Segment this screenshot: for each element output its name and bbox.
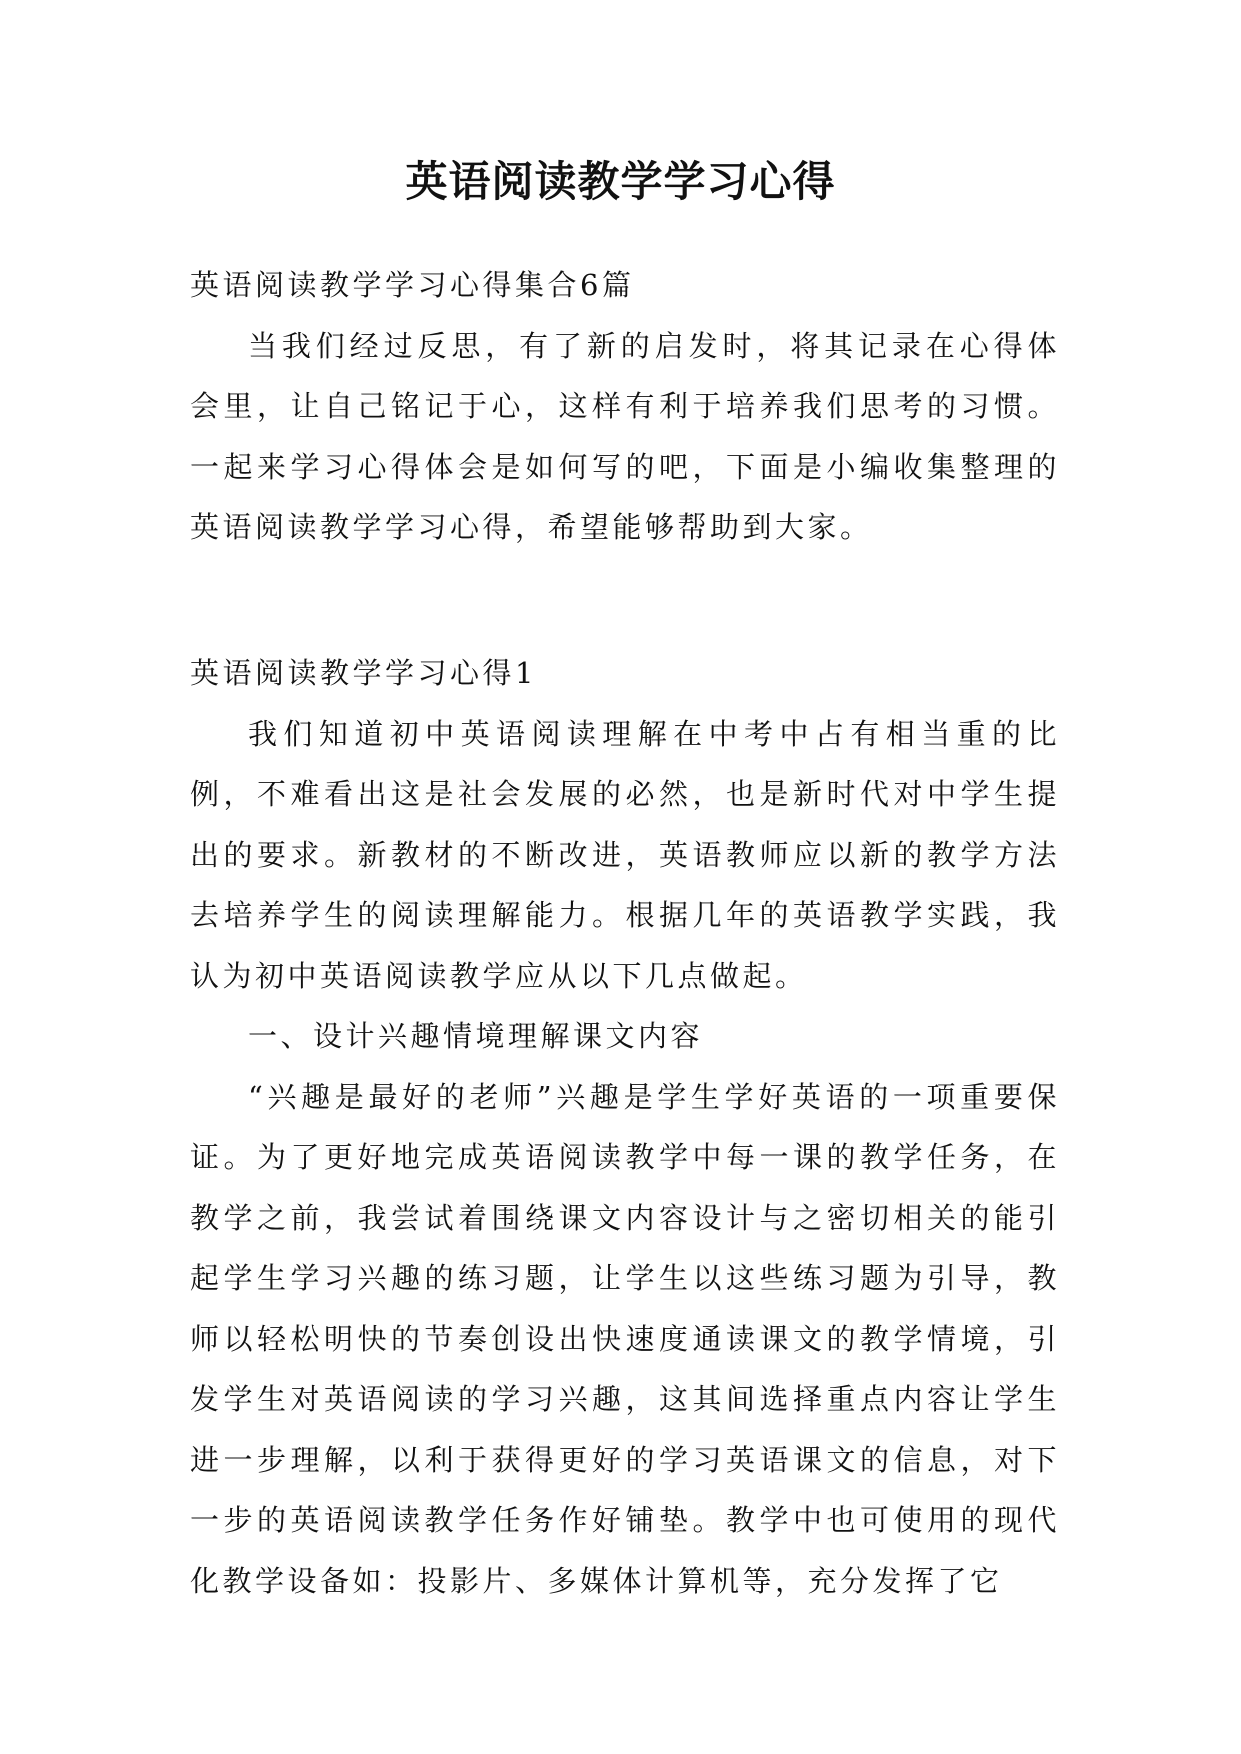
section-paragraph-1: 我们知道初中英语阅读理解在中考中占有相当重的比例，不难看出这是社会发展的必然，也是新时代对中学生提出的要求。新教材的不断改进，英语教师应以新的教学方法去培养学生的阅读理解能力。根据几年的英语教学实践，我认为初中英语阅读教学应从以下几点做起。: [190, 716, 1060, 993]
collection-heading: 英语阅读教学学习心得集合6篇: [190, 268, 635, 302]
intro-block: [190, 255, 1060, 558]
intro-paragraph: 当我们经过反思，有了新的启发时，将其记录在心得体会里，让自己铭记于心，这样有利于培养我们思考的习惯。一起来学习心得体会是如何写的吧，下面是小编收集整理的英语阅读教学学习心得，希望能够帮助到大家。: [190, 328, 1060, 544]
section-paragraph-2: “兴趣是最好的老师”兴趣是学生学好英语的一项重要保证。为了更好地完成英语阅读教学中每一课的教学任务，在教学之前，我尝试着围绕课文内容设计与之密切相关的能引起学生学习兴趣的练习题，让学生以这些练习题为引导，教师以轻松明快的节奏创设出快速度通读课文的教学情境，引发学生对英语阅读的学习兴趣，这其间选择重点内容让学生进一步理解，以利于获得更好的学习英语课文的信息，对下一步的英语阅读教学任务作好铺垫。教学中也可使用的现代化教学设备如：投影片、多媒体计算机等，充分发挥了它: [190, 1079, 1060, 1598]
document-title: 英语阅读教学学习心得: [405, 157, 836, 206]
section-subheading: 一、设计兴趣情境理解课文内容: [248, 1019, 704, 1053]
section-heading: 英语阅读教学学习心得1: [190, 656, 537, 690]
section-1: [190, 643, 1060, 1611]
